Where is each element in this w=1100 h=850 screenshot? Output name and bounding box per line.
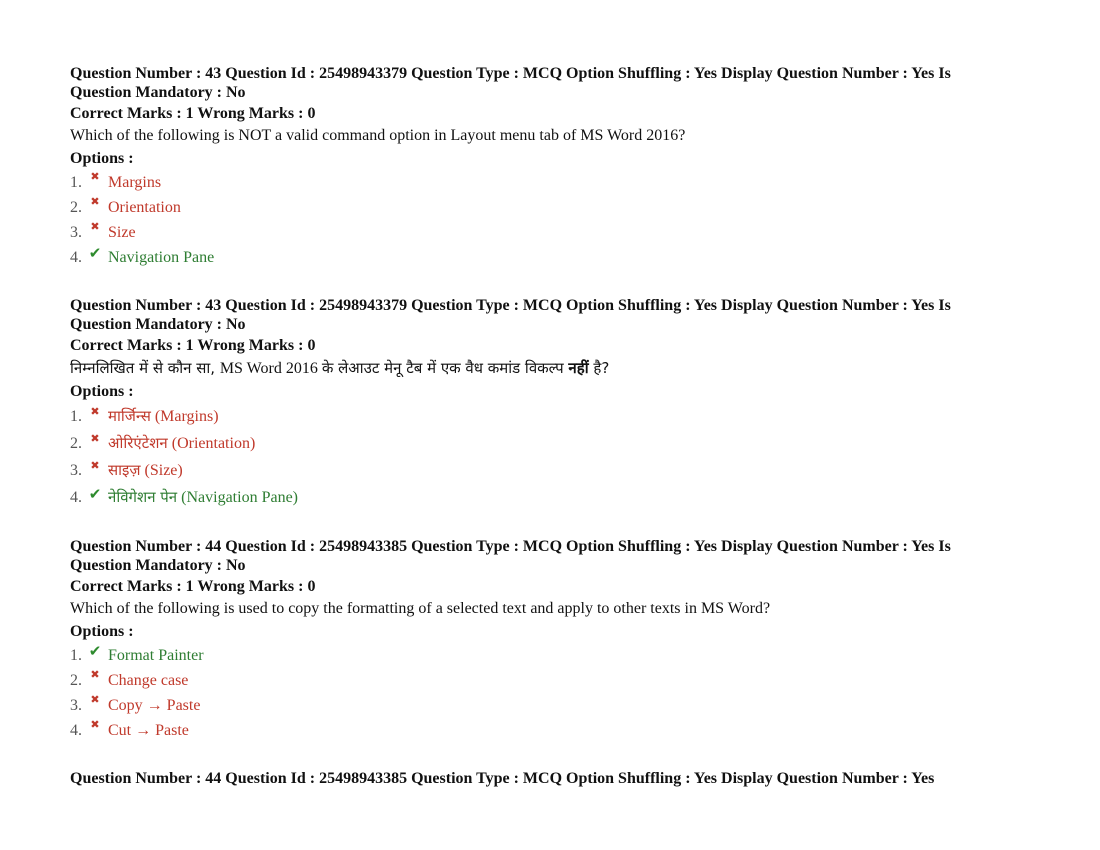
question-text-emphasis: नहीं (568, 359, 589, 377)
option-text-hindi: मार्जिन्स (108, 407, 151, 425)
option-number: 3. (70, 224, 82, 241)
option-item (70, 195, 1030, 220)
option-text: Margins (108, 174, 162, 191)
cross-icon: ✖ (90, 196, 100, 208)
option-text-english: (Margins) (150, 408, 219, 425)
cross-icon: ✖ (90, 432, 100, 445)
option-text-hindi: नेविगेशन पेन (108, 488, 178, 506)
option-text (108, 484, 298, 511)
question-block (70, 537, 1030, 743)
check-icon: ✔ (88, 246, 102, 262)
question-marks: Correct Marks : 1 Wrong Marks : 0 (70, 105, 316, 122)
option-item (70, 245, 1030, 270)
question-meta: Question Number : 43 Question Id : 25498943379 Question Type : MCQ Option Shuffling : Yes Display Question Number : Yes Is Question Mandatory : No (70, 297, 951, 333)
option-text: Orientation (108, 199, 181, 216)
option-text: Change case (108, 672, 189, 689)
option-text (108, 403, 219, 430)
option-text: Navigation Pane (108, 249, 215, 266)
question-text-hindi: निम्नलिखित में से कौन सा, (70, 359, 220, 377)
option-number: 4. (70, 722, 82, 739)
option-text: Size (108, 224, 136, 241)
option-text-hindi: ओरिएंटेशन (108, 434, 168, 452)
question-text-english: MS Word 2016 (219, 360, 322, 377)
option-text-english: (Orientation) (167, 435, 256, 452)
option-text (108, 457, 183, 484)
question-paper (70, 64, 1030, 788)
option-item (70, 430, 1030, 457)
question-meta: Question Number : 44 Question Id : 25498943385 Question Type : MCQ Option Shuffling : Yes Display Question Number : Yes (70, 770, 935, 787)
option-item (70, 220, 1030, 245)
option-number: 2. (70, 672, 82, 689)
question-block (70, 296, 1030, 511)
option-text-english: (Size) (140, 462, 183, 479)
option-number: 1. (70, 647, 82, 664)
option-text: Format Painter (108, 647, 204, 664)
cross-icon: ✖ (90, 171, 100, 183)
question-text-hindi: के लेआउट मेनू टैब में एक वैध कमांड विकल्प (321, 359, 569, 377)
options-label: Options : (70, 150, 134, 167)
cross-icon: ✖ (90, 405, 100, 418)
cross-icon: ✖ (90, 459, 100, 472)
option-number: 2. (70, 434, 82, 452)
cross-icon: ✖ (90, 719, 100, 731)
question-block (70, 64, 1030, 270)
question-text-hindi: है? (588, 359, 610, 377)
question-text: Which of the following is used to copy the formatting of a selected text and apply to other texts in MS Word? (70, 600, 771, 617)
option-text: Cut → Paste (108, 722, 189, 739)
option-item (70, 484, 1030, 511)
option-text-hindi: साइज़ (108, 461, 141, 479)
check-icon: ✔ (88, 486, 102, 503)
option-item (70, 457, 1030, 484)
check-icon: ✔ (88, 644, 102, 660)
option-number: 3. (70, 697, 82, 714)
cross-icon: ✖ (90, 221, 100, 233)
option-item (70, 693, 1030, 718)
options-label: Options : (70, 623, 134, 640)
option-text (108, 430, 255, 457)
cross-icon: ✖ (90, 694, 100, 706)
option-number: 1. (70, 407, 82, 425)
option-text: Copy → Paste (108, 697, 201, 714)
option-number: 4. (70, 488, 82, 506)
options-label: Options : (70, 383, 134, 400)
option-number: 4. (70, 249, 82, 266)
option-number: 2. (70, 199, 82, 216)
question-marks: Correct Marks : 1 Wrong Marks : 0 (70, 337, 316, 354)
option-number: 1. (70, 174, 82, 191)
question-marks: Correct Marks : 1 Wrong Marks : 0 (70, 578, 316, 595)
question-text (70, 357, 1030, 380)
option-item (70, 170, 1030, 195)
option-item (70, 403, 1030, 430)
question-meta: Question Number : 43 Question Id : 25498943379 Question Type : MCQ Option Shuffling : Yes Display Question Number : Yes Is Question Mandatory : No (70, 65, 951, 101)
question-text: Which of the following is NOT a valid command option in Layout menu tab of MS Word 2016? (70, 127, 686, 144)
cross-icon: ✖ (90, 669, 100, 681)
option-number: 3. (70, 461, 82, 479)
option-text-english: (Navigation Pane) (177, 489, 298, 506)
question-meta: Question Number : 44 Question Id : 25498943385 Question Type : MCQ Option Shuffling : Yes Display Question Number : Yes Is Question Mandatory : No (70, 538, 951, 574)
option-item (70, 643, 1030, 668)
option-item (70, 718, 1030, 743)
option-item (70, 668, 1030, 693)
